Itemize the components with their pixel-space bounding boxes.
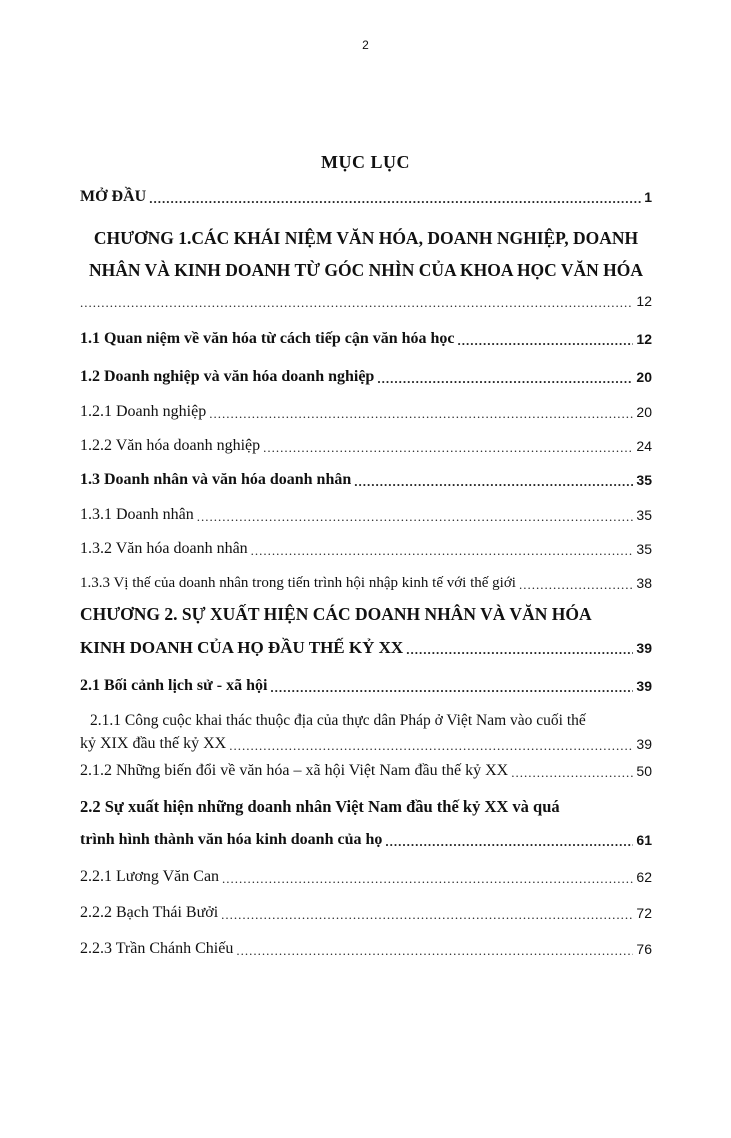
dot-leader (236, 943, 633, 959)
toc-entry-page: 62 (636, 869, 652, 885)
toc-entry-label: trình hình thành văn hóa kinh doanh của họ (80, 831, 383, 848)
toc-entry-2-2-2[interactable] (80, 903, 652, 923)
toc-entry-intro[interactable] (80, 187, 652, 207)
toc-entry-1-3-2[interactable] (80, 539, 652, 559)
toc-entry-label: KINH DOANH CỦA HỌ ĐẦU THẾ KỶ XX (80, 638, 404, 657)
toc-entry-page: 39 (636, 678, 652, 694)
toc-entry-1-1[interactable] (80, 329, 652, 349)
toc-entry-2-1-2[interactable] (80, 761, 652, 781)
toc-entry-page: 24 (636, 438, 652, 454)
dot-leader (270, 680, 633, 696)
toc-entry-2-2-line-1[interactable]: 2.2 Sự xuất hiện những doanh nhân Việt Nam đầu thế kỷ XX và quá (80, 797, 560, 816)
toc-entry-2-1[interactable] (80, 676, 652, 696)
toc-entry-1-3-3[interactable] (80, 573, 652, 593)
toc-entry-page: 50 (636, 763, 652, 779)
toc-entry-1-3-1[interactable] (80, 505, 652, 525)
toc-entry-page: 35 (636, 472, 652, 488)
dot-leader (458, 333, 634, 349)
toc-entry-chapter-1-page[interactable] (80, 291, 652, 311)
toc-entry-1-2[interactable] (80, 367, 652, 387)
toc-entry-page: 61 (636, 832, 652, 848)
toc-entry-page: 35 (636, 541, 652, 557)
toc-entry-page: 20 (636, 369, 652, 385)
dot-leader (197, 509, 634, 525)
toc-entry-label: 1.3.3 Vị thế của doanh nhân trong tiến trình hội nhập kinh tế với thế giới (80, 575, 516, 591)
toc-entry-page: 1 (644, 189, 652, 205)
toc-chapter-2-line-1[interactable]: CHƯƠNG 2. SỰ XUẤT HIỆN CÁC DOANH NHÂN VÀ VĂN HÓA (80, 604, 592, 624)
toc-entry-label: kỷ XIX đầu thế kỷ XX (80, 735, 227, 752)
toc-entry-label: 1.2.1 Doanh nghiệp (80, 403, 207, 420)
toc-chapter-1-line-1[interactable]: CHƯƠNG 1.CÁC KHÁI NIỆM VĂN HÓA, DOANH NGHIỆP, DOANH (93, 228, 639, 248)
toc-entry-2-2-3[interactable] (80, 939, 652, 959)
dot-leader (222, 871, 633, 887)
toc-entry-label: 1.3 Doanh nhân và văn hóa doanh nhân (80, 471, 352, 488)
toc-entry-page: 39 (636, 640, 652, 656)
toc-entry-page: 38 (636, 575, 652, 591)
page-number: 2 (362, 38, 369, 52)
toc-entry-1-3[interactable] (80, 470, 652, 490)
toc-entry-1-2-2[interactable] (80, 436, 652, 456)
toc-entry-2-2-1[interactable] (80, 867, 652, 887)
dot-leader (221, 907, 633, 923)
toc-entry-page: 72 (636, 905, 652, 921)
dot-leader (209, 406, 633, 422)
dot-leader (149, 191, 641, 207)
toc-entry-page: 39 (636, 736, 652, 752)
toc-entry-2-1-1-line-1[interactable]: 2.1.1 Công cuộc khai thác thuộc địa của thực dân Pháp ở Việt Nam vào cuối thế (90, 712, 586, 729)
dot-leader (511, 765, 633, 781)
toc-entry-page: 12 (636, 331, 652, 347)
toc-entry-1-2-1[interactable] (80, 402, 652, 422)
toc-entry-2-1-1-line-2[interactable] (80, 734, 652, 754)
toc-chapter-2-line-2[interactable] (80, 638, 652, 658)
toc-entry-label: 1.3.2 Văn hóa doanh nhân (80, 540, 248, 557)
dot-leader (385, 834, 633, 850)
toc-entry-label: 1.1 Quan niệm về văn hóa từ cách tiếp cận văn hóa học (80, 330, 455, 347)
toc-entry-label: 2.1 Bối cảnh lịch sử - xã hội (80, 677, 268, 694)
toc-entry-label: 1.2.2 Văn hóa doanh nghiệp (80, 437, 261, 454)
toc-title: MỤC LỤC (321, 152, 410, 172)
toc-chapter-1-line-2[interactable]: NHÂN VÀ KINH DOANH TỪ GÓC NHÌN CỦA KHOA HỌC VĂN HÓA (88, 260, 644, 280)
toc-entry-label: MỞ ĐẦU (80, 188, 147, 205)
toc-entry-page: 12 (636, 293, 652, 309)
toc-entry-label: 2.2.3 Trần Chánh Chiếu (80, 940, 234, 957)
toc-entry-page: 35 (636, 507, 652, 523)
toc-entry-label: 2.2.1 Lương Văn Can (80, 868, 220, 885)
toc-entry-2-2-line-2[interactable] (80, 830, 652, 850)
dot-leader (80, 295, 633, 311)
dot-leader (251, 543, 634, 559)
dot-leader (377, 371, 633, 387)
dot-leader (263, 440, 633, 456)
toc-entry-page: 20 (636, 404, 652, 420)
dot-leader (229, 738, 633, 754)
toc-entry-label: 1.3.1 Doanh nhân (80, 506, 194, 523)
dot-leader (354, 474, 633, 490)
dot-leader (519, 577, 633, 593)
toc-entry-label: 2.2.2 Bạch Thái Bưởi (80, 904, 219, 921)
toc-entry-label: 1.2 Doanh nghiệp và văn hóa doanh nghiệp (80, 368, 375, 385)
toc-entry-page: 76 (636, 941, 652, 957)
dot-leader (406, 642, 633, 658)
toc-entry-label: 2.1.2 Những biến đổi về văn hóa – xã hội Việt Nam đầu thế kỷ XX (80, 762, 509, 779)
